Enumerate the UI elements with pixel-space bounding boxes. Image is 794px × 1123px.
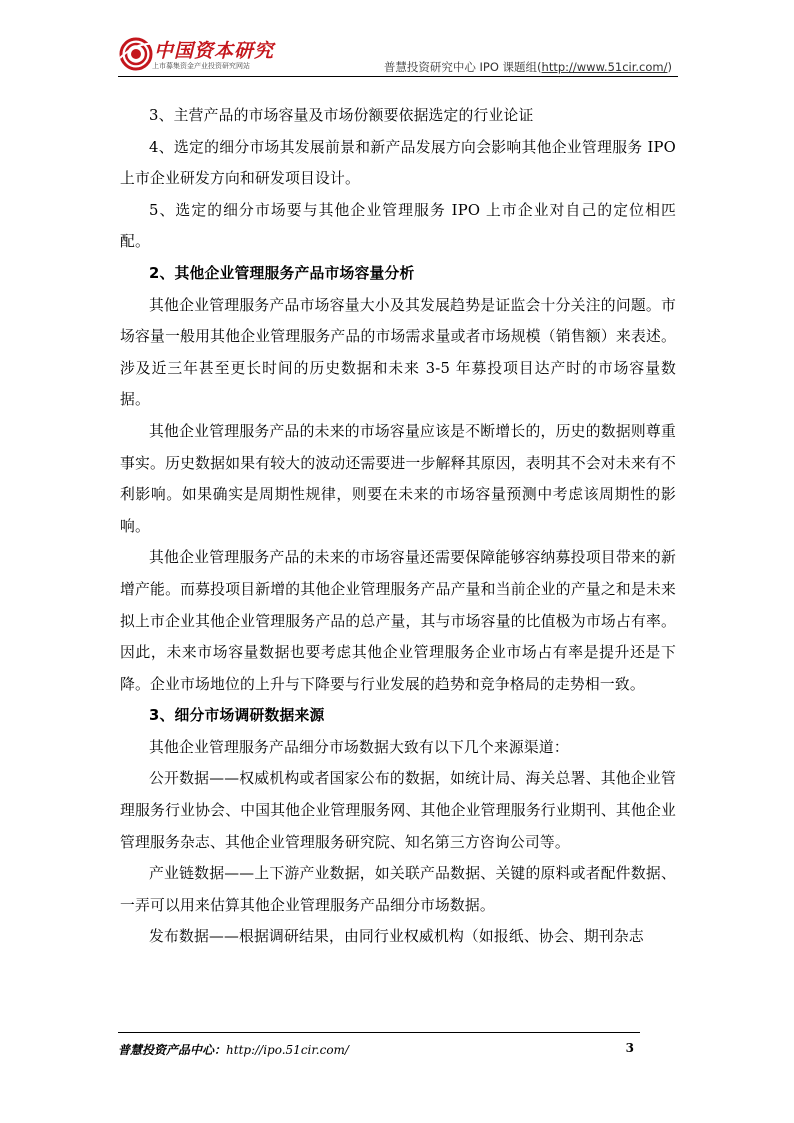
section-heading: 3、细分市场调研数据来源	[149, 707, 325, 725]
page-header	[118, 30, 678, 77]
paragraph: 公开数据——权威机构或者国家公布的数据，如统计局、海关总署、其他企业管理服务行业协会、中国其他企业管理服务网、其他企业管理服务行业期刊、其他企业管理服务杂志、其他企业管理服务研究院、知名第三方咨询公司等。	[120, 770, 676, 851]
document-body	[120, 100, 676, 953]
paragraph: 其他企业管理服务产品细分市场数据大致有以下几个来源渠道：	[149, 738, 569, 756]
paragraph: 4、选定的细分市场其发展前景和新产品发展方向会影响其他企业管理服务 IPO 上市企业研发方向和研发项目设计。	[120, 138, 676, 188]
page-footer	[118, 1032, 640, 1057]
paragraph: 发布数据——根据调研结果，由同行业权威机构（如报纸、协会、期刊杂志	[149, 928, 644, 946]
paragraph: 其他企业管理服务产品的未来的市场容量应该是不断增长的，历史的数据则尊重事实。历史数据如果有较大的波动还需要进一步解释其原因，表明其不会对未来有不利影响。如果确实是周期性规律，则要在未来的市场容量预测中考虑该周期性的影响。	[120, 422, 676, 535]
paragraph: 其他企业管理服务产品的未来的市场容量还需要保障能够容纳募投项目带来的新增产能。而募投项目新增的其他企业管理服务产品产量和当前企业的产量之和是未来拟上市企业其他企业管理服务产品的总产量，其与市场容量的比值极为市场占有率。因此，未来市场容量数据也要考虑其他企业管理服务企业市场占有率是提升还是下降。企业市场地位的上升与下降要与行业发展的趋势和竞争格局的走势相一致。	[120, 549, 676, 693]
header-suffix: )	[667, 60, 672, 74]
paragraph: 3、主营产品的市场容量及市场份额要依据选定的行业论证	[149, 107, 534, 124]
paragraph: 其他企业管理服务产品市场容量大小及其发展趋势是证监会十分关注的问题。市场容量一般用其他企业管理服务产品的市场需求量或者市场规模（销售额）来表述。涉及近三年甚至更长时间的历史数据和未来 3-5 年募投项目达产时的市场容量数据。	[120, 296, 676, 409]
logo-title: 中国资本研究	[154, 40, 275, 62]
page-number: 3	[625, 1041, 634, 1055]
header-source	[384, 59, 672, 75]
header-link[interactable]: http://www.51cir.com/	[541, 60, 668, 74]
footer-source	[118, 1041, 349, 1058]
footer-label: 普慧投资产品中心：	[118, 1043, 227, 1057]
paragraph: 5、选定的细分市场要与其他企业管理服务 IPO 上市企业对自己的定位相匹配。	[120, 201, 676, 251]
footer-url[interactable]: http://ipo.51cir.com/	[226, 1043, 349, 1057]
logo-subtitle: 上市募集资金产业投资研究网站	[152, 62, 250, 70]
header-prefix: 普慧投资研究中心 IPO 课题组(	[383, 60, 542, 74]
paragraph: 产业链数据——上下游产业数据，如关联产品数据、关键的原料或者配件数据、一弄可以用来估算其他企业管理服务产品细分市场数据。	[120, 865, 676, 914]
logo	[118, 34, 278, 74]
section-heading: 2、其他企业管理服务产品市场容量分析	[149, 264, 415, 282]
